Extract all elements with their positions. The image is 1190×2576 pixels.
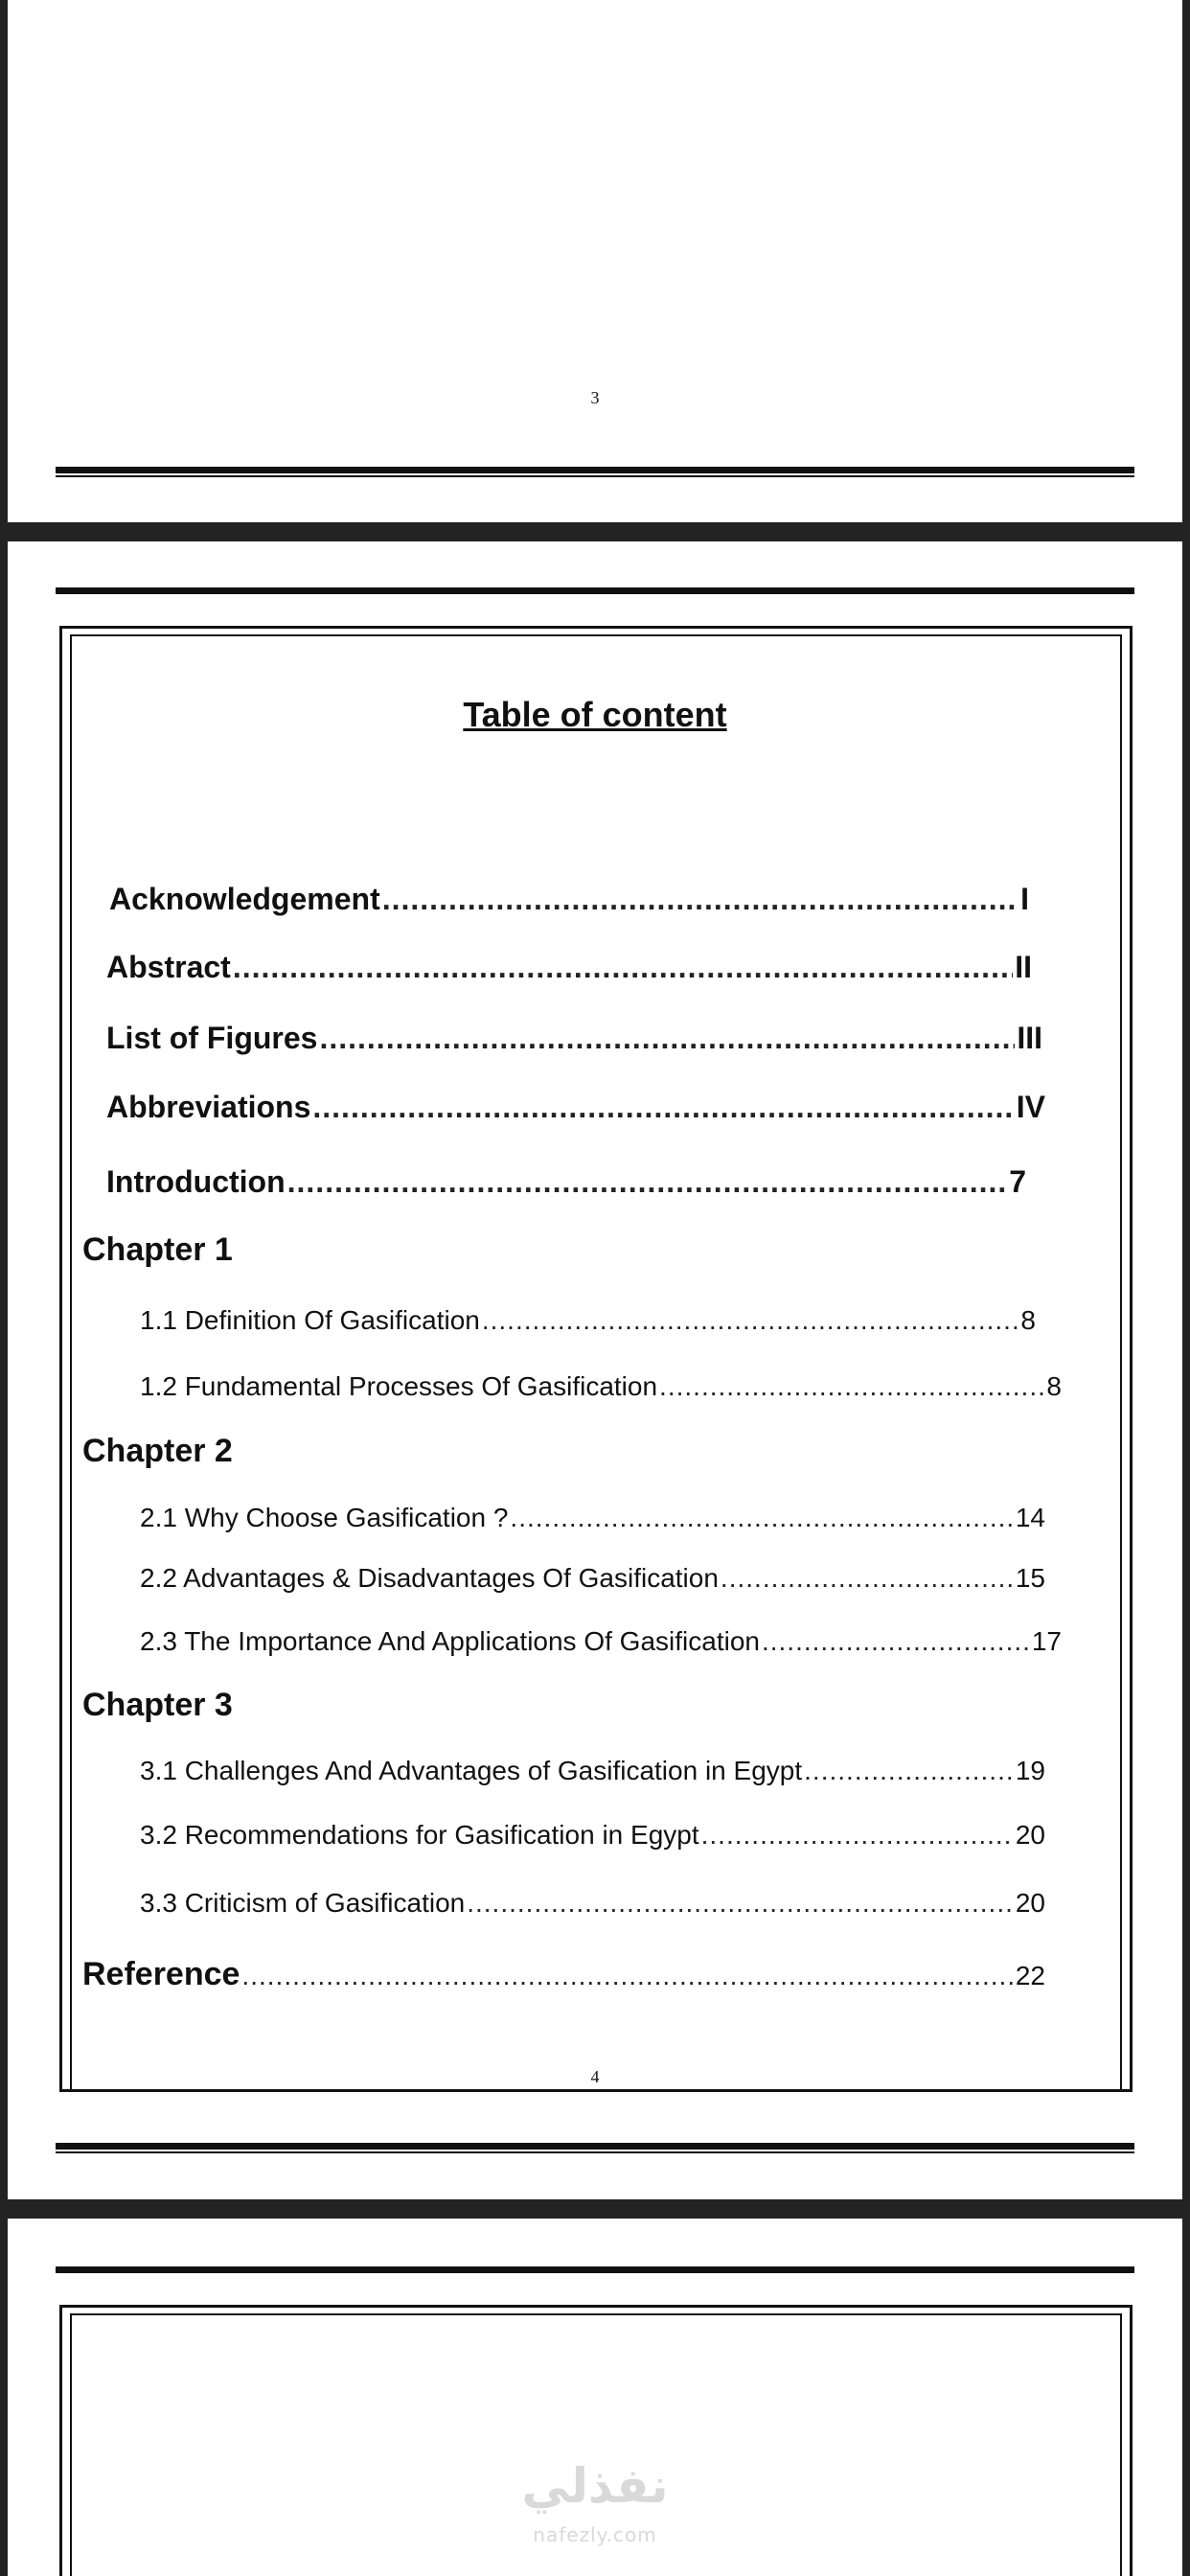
toc-section-1-1[interactable]	[140, 1305, 1036, 1336]
watermark-logo-arabic: نفذلي	[521, 2458, 669, 2514]
header-rule	[56, 2266, 1134, 2273]
toc-entry-page: 7	[1009, 1164, 1026, 1199]
toc-entry-title: 3.2 Recommendations for Gasification in Egypt	[140, 1820, 699, 1850]
page-border-inner	[70, 634, 1122, 2089]
toc-entry-acknowledgement[interactable]	[109, 882, 1029, 917]
dot-leader	[467, 1888, 1014, 1919]
toc-section-1-2[interactable]	[140, 1371, 1062, 1402]
toc-entry-introduction[interactable]	[106, 1164, 1026, 1200]
footer-rule	[56, 2143, 1134, 2150]
header-rule	[56, 587, 1134, 594]
toc-entry-title: 2.2 Advantages & Disadvantages Of Gasification	[140, 1563, 719, 1593]
toc-entry-page: 15	[1015, 1563, 1045, 1593]
toc-entry-title: 2.3 The Importance And Applications Of Gasification	[140, 1626, 760, 1656]
footer-rule-thin	[56, 475, 1134, 477]
toc-entry-page: 17	[1031, 1626, 1062, 1656]
dot-leader	[319, 1021, 1015, 1056]
dot-leader	[482, 1305, 1019, 1336]
chapter-3-heading[interactable]: Chapter 3	[82, 1687, 233, 1723]
dot-leader	[804, 1756, 1014, 1786]
toc-entry-page: 14	[1015, 1503, 1045, 1532]
toc-entry-title: Abbreviations	[106, 1090, 311, 1124]
toc-section-3-3[interactable]	[140, 1888, 1045, 1919]
document-page-3	[8, 0, 1182, 522]
toc-entry-title: Reference	[82, 1956, 240, 1992]
dot-leader	[721, 1563, 1014, 1594]
chapter-1-heading[interactable]: Chapter 1	[82, 1231, 233, 1268]
dot-leader	[287, 1164, 1008, 1200]
page-number: 3	[590, 388, 600, 407]
toc-section-3-1[interactable]	[140, 1756, 1045, 1786]
toc-entry-page: IV	[1016, 1090, 1045, 1124]
toc-section-2-1[interactable]	[140, 1503, 1045, 1533]
dot-leader	[233, 950, 1013, 985]
toc-entry-page: 20	[1015, 1888, 1045, 1918]
toc-entry-list-of-figures[interactable]	[106, 1021, 1042, 1056]
watermark-logo-url: nafezly.com	[533, 2523, 657, 2546]
toc-entry-page: I	[1020, 882, 1029, 916]
page-number: 4	[590, 2067, 600, 2086]
toc-section-2-2[interactable]	[140, 1563, 1045, 1594]
toc-entry-title: Abstract	[106, 950, 231, 984]
toc-entry-title: List of Figures	[106, 1021, 318, 1055]
dot-leader	[382, 882, 1018, 917]
toc-entry-title: Acknowledgement	[109, 882, 380, 916]
document-page-5	[8, 2219, 1182, 2576]
toc-section-2-3[interactable]	[140, 1626, 1062, 1657]
toc-entry-title: 2.1 Why Choose Gasification ?	[140, 1503, 509, 1532]
footer-rule	[56, 467, 1134, 473]
dot-leader	[241, 1961, 1013, 1991]
toc-entry-page: 8	[1020, 1305, 1036, 1335]
dot-leader	[659, 1371, 1044, 1402]
toc-entry-title: 1.1 Definition Of Gasification	[140, 1305, 480, 1335]
toc-entry-page: 20	[1015, 1820, 1045, 1850]
toc-title: Table of content	[463, 695, 727, 734]
toc-entry-abstract[interactable]	[106, 950, 1032, 985]
toc-entry-page: II	[1015, 950, 1032, 984]
toc-section-3-2[interactable]	[140, 1820, 1045, 1851]
toc-entry-page: 8	[1046, 1371, 1062, 1401]
dot-leader	[510, 1503, 1013, 1533]
toc-entry-title: 3.3 Criticism of Gasification	[140, 1888, 466, 1918]
toc-entry-page: 22	[1015, 1961, 1045, 1990]
chapter-2-heading[interactable]: Chapter 2	[82, 1433, 233, 1469]
dot-leader	[762, 1626, 1030, 1657]
page-border	[59, 626, 1133, 2092]
toc-entry-title: Introduction	[106, 1164, 286, 1199]
toc-entry-page: 19	[1015, 1756, 1045, 1785]
document-page-4	[8, 541, 1182, 2199]
toc-entry-title: 1.2 Fundamental Processes Of Gasification	[140, 1371, 658, 1401]
footer-rule-thin	[56, 2151, 1134, 2153]
toc-entry-page: III	[1017, 1021, 1042, 1055]
dot-leader	[312, 1090, 1014, 1125]
toc-entry-abbreviations[interactable]	[106, 1090, 1045, 1125]
toc-entry-reference[interactable]	[82, 1956, 1045, 1993]
toc-entry-title: 3.1 Challenges And Advantages of Gasification in Egypt	[140, 1756, 803, 1785]
dot-leader	[701, 1820, 1014, 1851]
